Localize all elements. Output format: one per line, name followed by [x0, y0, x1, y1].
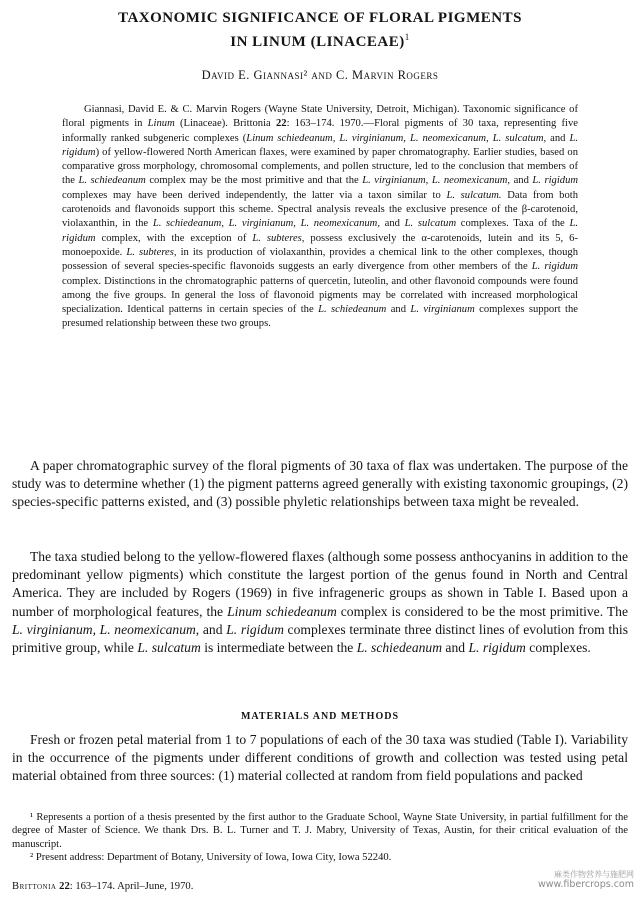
bold-text-run: 22	[275, 118, 287, 130]
text-run: Giannasi, David E. & C. Marvin Rogers (Wayne State University, Detroit, Michigan). Taxonomic significance of floral pigments in	[62, 104, 578, 130]
italic-text-run: Linum	[147, 118, 175, 130]
italic-text-run: L. rigidum	[532, 175, 579, 187]
italic-text-run: L. subteres,	[126, 246, 177, 258]
italic-text-run: L. schiedeanum	[318, 304, 387, 316]
italic-text-run: Linum schiedeanum, L. virginianum, L. neomexicanum, L. sulcatum,	[246, 132, 547, 144]
journal-citation	[12, 881, 193, 892]
italic-text-run: L. virginianum, L. neomexicanum,	[12, 621, 200, 637]
journal-volume: 22	[59, 881, 70, 892]
journal-pages: : 163–174. April–June, 1970.	[69, 881, 194, 892]
text-run: complex is considered to be the most primitive. The	[336, 603, 628, 619]
italic-text-run: L. schiedeanum	[356, 640, 443, 656]
italic-text-run: L. rigidum	[62, 218, 578, 244]
text-run: and	[546, 132, 570, 144]
abstract-paragraph	[62, 103, 578, 332]
watermark	[538, 870, 634, 890]
text-run: possess exclusively the α-carotenoids, lutein and its 5, 6-monoepoxide.	[62, 232, 578, 258]
italic-text-run: L. subteres,	[252, 232, 305, 244]
footnotes	[12, 811, 628, 864]
text-run: and	[442, 640, 469, 656]
text-run: is intermediate between the	[200, 640, 357, 656]
italic-text-run: L. sulcatum.	[446, 189, 502, 201]
italic-text-run: L. sulcatum	[404, 218, 457, 230]
methods-paragraph-1	[12, 731, 628, 786]
text-run: and	[510, 175, 533, 187]
text-run: ) of yellow-flowered North American flaxes, were examined by paper chromatography. Earlier studies, based on comparative gross morphology, chromosomal complements, and pollen structure, led to the conclusion that members of the	[62, 146, 578, 187]
intro-paragraph-2	[12, 548, 628, 657]
italic-text-run: L. schiedeanum	[78, 175, 146, 187]
footnote-1: ¹ Represents a portion of a thesis presented by the first author to the Graduate School, Wayne State University, in partial fulfillment for the degree of Master of Science. We thank Drs. B. L. Turner and T. J. Mabry, University of Texas, Austin, for their critical evaluation of the manuscript.	[12, 812, 628, 850]
text-run: in its production of violaxanthin, provides a chemical link to the other complexes, though possession of several species-specific flavonoids suggests an early divergence from other members of the	[62, 246, 578, 273]
italic-text-run: L. rigidum	[226, 621, 284, 637]
text-run: Data from both carotenoids and flavonoids support this scheme. Spectral analysis reveals the exclusive presence of the β-carotenoid, violaxanthin, in the	[62, 189, 578, 230]
text-run: complexes terminate three distinct lines of evolution from this primitive group, while	[12, 621, 628, 656]
text-run: and	[379, 218, 405, 230]
text-run: and	[386, 304, 411, 316]
italic-text-run: L. rigidum	[62, 132, 578, 158]
text-run: (Linaceae). Brittonia	[174, 118, 276, 130]
title-line-2	[40, 32, 600, 51]
italic-text-run: L. sulcatum	[137, 640, 201, 656]
text-run: : 163–174. 1970.—Floral pigments of 30 taxa, representing five informally ranked subgeneric complexes (	[62, 118, 579, 144]
italic-text-run: Linum schiedeanum	[227, 603, 337, 619]
italic-text-run: L. rigidum	[468, 640, 526, 656]
title-line-1: TAXONOMIC SIGNIFICANCE OF FLORAL PIGMENTS	[118, 10, 522, 26]
text-run: and	[199, 621, 227, 637]
text-run: Fresh or frozen petal material from 1 to 7 populations of each of the 30 taxa was studied (Table I). Variability in the occurrence of the pigments under different conditions of growth and collection was tested using petal material obtained from three sources: (1) material collected at random from field populations and packed	[12, 732, 628, 784]
italic-text-run: L. virginianum, L. neomexicanum,	[362, 175, 511, 187]
author-line: David E. Giannasi² and C. Marvin Rogers	[201, 68, 439, 82]
italic-text-run: L. rigidum	[531, 261, 578, 273]
watermark-url: www.fibercrops.com	[537, 879, 634, 890]
text-run: complexes support the presumed relationship between these two groups.	[62, 304, 578, 330]
italic-text-run: L. schiedeanum, L. virginianum, L. neomexicanum,	[152, 218, 380, 230]
intro-paragraph-1	[12, 457, 628, 512]
text-run: complex. Distinctions in the chromatographic patterns of quercetin, luteolin, and other flavonoid compounds were found among the five groups. In general the loss of flavonoid pigments may be correlated with increased morphological specialization. Identical patterns in certain species of the	[62, 275, 578, 316]
text-run: complexes.	[525, 640, 591, 656]
footnote-2: ² Present address: Department of Botany, University of Iowa, Iowa City, Iowa 52240.	[30, 851, 392, 863]
text-run: complexes may have been derived independently, the latter via a taxon similar to	[62, 189, 447, 201]
text-run: complex, with the exception of	[95, 232, 253, 244]
text-run: complex may be the most primitive and that the	[145, 175, 363, 187]
title-footnote-marker: 1	[404, 32, 410, 42]
section-heading-materials-methods: MATERIALS AND METHODS	[240, 711, 400, 722]
journal-name: Brittonia	[12, 881, 57, 892]
title-line-2-text: IN LINUM (LINACEAE)	[230, 34, 405, 50]
text-run: The taxa studied belong to the yellow-flowered flaxes (although some possess anthocyanins in addition to the predominant yellow pigments) which constitute the largest portion of the genus found in North and Central America. They are included by Rogers (1969) in five infrageneric groups as shown in Table I. Based upon a number of morphological features, the	[12, 549, 628, 619]
text-run: complexes. Taxa of the	[456, 218, 570, 230]
italic-text-run: L. virginianum	[410, 304, 475, 316]
watermark-title: 麻类作物营养与施肥网	[554, 870, 634, 879]
text-run: A paper chromatographic survey of the floral pigments of 30 taxa of flax was undertaken. The purpose of the study was to determine whether (1) the pigment patterns agreed generally with existing taxonomic groupings, (2) species-specific patterns existed, and (3) possible phyletic relationships between taxa might be revealed.	[12, 458, 628, 510]
